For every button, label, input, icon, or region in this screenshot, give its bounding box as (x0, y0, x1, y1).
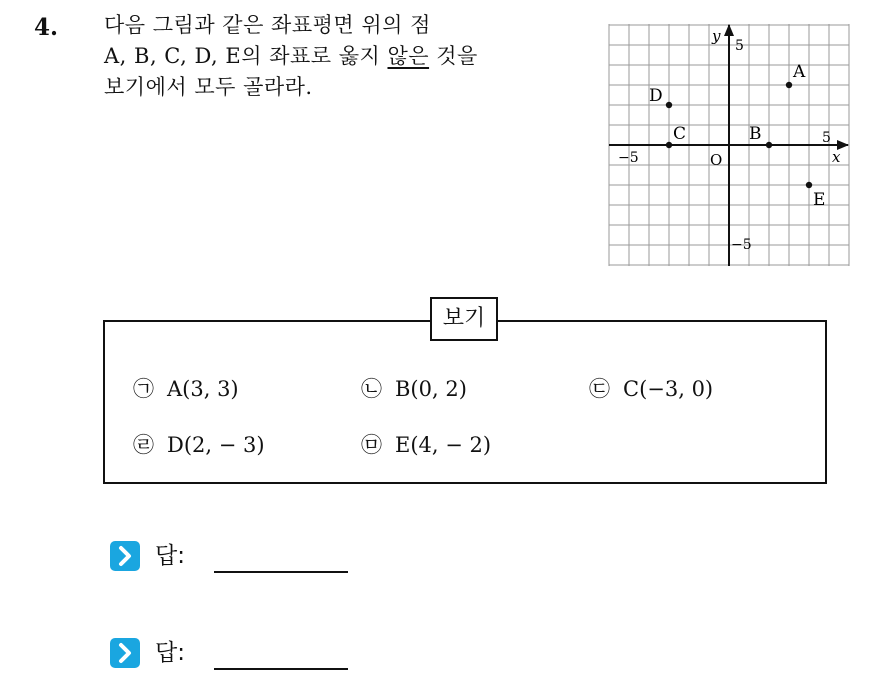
tick-x-neg: −5 (618, 150, 639, 166)
points (649, 62, 825, 210)
answer-label-1: 답: (155, 543, 185, 569)
option-5-mark: ㉤ (361, 433, 382, 457)
answer-blank-1[interactable] (214, 571, 348, 573)
point-c (666, 142, 672, 148)
option-5 (361, 429, 491, 459)
question-line-2 (104, 41, 584, 72)
point-d (666, 102, 672, 108)
question-number: 4. (34, 14, 59, 41)
question-line-3: 보기에서 모두 골라라. (104, 75, 313, 99)
question-line-2-after: 것을 (429, 44, 478, 68)
answer-label-2: 답: (155, 640, 185, 666)
option-2-mark: ㉡ (361, 377, 382, 401)
underlined-word: 않은 (387, 44, 430, 68)
point-label-a: A (793, 62, 806, 82)
option-3-mark: ㉢ (589, 377, 610, 401)
axis-x-label: x (832, 148, 841, 166)
option-4-text: D(2, − 3) (167, 433, 265, 457)
option-4 (133, 429, 265, 459)
option-2-text: B(0, 2) (395, 377, 467, 401)
tick-x-pos: 5 (822, 130, 831, 146)
option-1-text: A(3, 3) (167, 377, 239, 401)
option-4-mark: ㉣ (133, 433, 154, 457)
chevron-right-icon (110, 541, 140, 571)
chevron-right-icon (110, 638, 140, 668)
coordinate-plane (608, 23, 850, 267)
option-2 (361, 373, 467, 403)
point-label-e: E (813, 190, 826, 210)
point-label-d: D (649, 86, 663, 106)
question-text (104, 10, 584, 103)
tick-y-pos: 5 (735, 38, 744, 54)
point-a (786, 82, 792, 88)
axis-y-label: y (712, 27, 721, 45)
option-3-text: C(−3, 0) (623, 377, 714, 401)
question-line-1: 다음 그림과 같은 좌표평면 위의 점 (104, 13, 431, 37)
y-axis-arrow-icon (724, 24, 734, 36)
option-3 (589, 373, 713, 403)
answer-blank-2[interactable] (214, 668, 348, 670)
point-label-b: B (749, 124, 762, 144)
option-1 (133, 373, 239, 403)
point-label-c: C (673, 124, 687, 144)
option-5-text: E(4, − 2) (395, 433, 492, 457)
point-b (766, 142, 772, 148)
option-1-mark: ㉠ (133, 377, 154, 401)
tick-y-neg: −5 (731, 237, 752, 253)
origin-label: O (710, 151, 723, 169)
point-e (806, 182, 812, 188)
bogi-title: 보기 (430, 297, 498, 341)
question-line-2-before: A, B, C, D, E의 좌표로 옳지 (104, 44, 388, 68)
